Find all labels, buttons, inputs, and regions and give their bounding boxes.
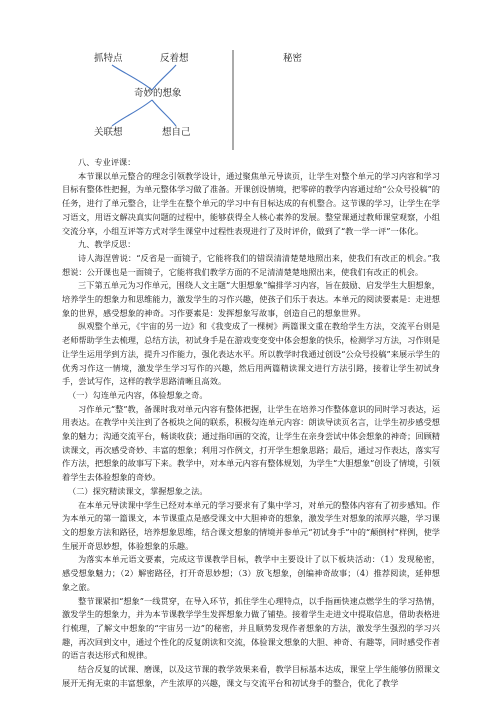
reflection-subheading-1: （一）勾连单元内容，体验想象之奇。	[68, 389, 208, 400]
reflection-paragraph-2: 三下第五单元为习作单元，围绕人文主题“大胆想象”编排学习内容，旨在鼓励、启发学生大胆想象，培养学生的想象力和思维能力，激发学生的习作兴趣，使孩子们乐于表达。本单元的阅读要素是：走进想象的世界，感受想象的神奇。习作要素是：发挥想象写故事，创造自己的想象世界。	[62, 280, 440, 318]
right-panel-label: 秘密	[283, 53, 303, 64]
reflection-paragraph-8: 结合反复的试课、磨课，以及这节课的教学效果来看，教学目标基本达成，课堂上学生能够仿照课文展开无拘无束的丰富想象，产生浓厚的兴趣，课文与交流平台和初试身手的整合，优化了教学	[62, 664, 440, 688]
branch-line-right-bot	[152, 100, 176, 126]
reflection-paragraph-1: 诗人海涅曾说：“反省是一面镜子，它能将我们的错误清清楚楚地照出来，使我们有改正的机会。”我想说：公开课也是一面镜子，它能将我们教学方面的不足清清楚楚地照出来，使我们有改正的机会。	[62, 252, 440, 277]
branch-line-left-bot	[112, 100, 152, 126]
document-body	[62, 156, 440, 690]
mind-map	[0, 0, 500, 150]
reflection-paragraph-3: 纵观整个单元，《宇宙的另一边》和《我变成了一棵树》两篇课文重在教给学生方法，交流平台则是老师帮助学生去梳理，总结方法，初试身手是在游戏变变变中体会想象的快乐，检测学习方法，习作则是让学生运用学到方法，提升习作能力，强化表达水平。所以教学时我通过创设“公众号投稿”来展示学生的优秀习作这一情境，激发学生学习写作的兴趣，然后用两篇精读课文进行方法引路，接着让学生初试身手，尝试写作，这样的教学思路清晰且高效。	[62, 321, 440, 387]
reflection-subheading-2: （二）探究精读课文，掌握想象之法。	[68, 485, 208, 496]
mindmap-node-right-top: 反着想	[160, 53, 189, 64]
mindmap-node-right-bottom: 想自己	[162, 127, 191, 138]
reflection-paragraph-4: 习作单元“整”教，备课时我对单元内容有整体把握，让学生在培养习作整体意识的同时学习表达，运用表达。在教学中关注到了各板块之间的联系，积极勾连单元内容：朗读导读页名言，让学生初步感受想象的魅力；沟通交流平台，畅谈收获；通过指印画的交流，让学生在亲身尝试中体会想象的神奇；回顾精读课文，再次感受奇妙、丰富的想象；利用习作例文，打开学生想象思路；最后，通过习作表达，落实写作方法，把想象的故事写下来。教学中，对本单元内容有整体规划，为学生“大胆想象”创设了情境，引领着学生去体验想象的奇妙。	[62, 403, 440, 483]
mindmap-center-node: 奇妙的想象	[134, 88, 182, 99]
reflection-paragraph-5: 在本单元导读课中学生已经对本单元的学习要求有了集中学习，对单元的整体内容有了初步感知。作为本单元的第一篇课文，本节课重点是感受课文中大胆神奇的想象，激发学生对想象的浓厚兴趣，学习课文的想象方法和路径，培养想象思维，结合课文想象的情境并参单元“初试身手”中的“颠倒村”样例，使学生展开奇思妙想，体验想象的乐趣。	[62, 499, 440, 551]
mindmap-node-left-top: 抓特点	[94, 53, 123, 64]
mind-map-lines	[0, 0, 500, 150]
evaluation-paragraph: 本节课以单元整合的理念引领教学设计，通过聚焦单元导读页，让学生对整个单元的学习内容和学习目标有整体性把握，为单元整体学习做了准备。开课创设情境，把零碎的教学内容通过给“公众号投稿”的任务，进行了单元整合，让学生在整个单元的学习中有目标达成的有机整合。这节课的学习，让学生在学习语文，用语文解决真实问题的过程中，能够获得全人核心素养的发展。整堂课通过教师课堂观察，小组交流分享，小组互评等方式对学生课堂中过程性表现进行了及时评价，做到了“教一学一评”一体化。	[62, 170, 440, 236]
branch-line-left-top	[112, 65, 152, 90]
branch-line-right-top	[152, 65, 176, 90]
reflection-paragraph-7: 整节课紧扣“想象”一线贯穿，在导入环节，抓住学生心理特点，以手指画快速点燃学生的学习热情，激发学生的想象力，并为本节课教学学生发挥想象力做了铺垫。接着学生走进文中提取信息，借助表格进行梳理，了解文中想象的“宇宙另一边”的秘密，并且顺势发现作者想象的方法，激发学生强烈的学习兴趣，再次回到文中，通过个性化的反复朗读和交流，体验课文想象的大胆、神奇、有趣等，同时感受作者的语言表达形式和规律。	[62, 595, 440, 661]
section-heading-reflection: 九、教学反思：	[78, 239, 136, 250]
reflection-paragraph-6: 为落实本单元语文要素，完成这节课教学目标，教学中主要设计了以下板块活动：（1）发现秘密，感受想象魅力；（2）解密路径，打开奇思妙想；（3）放飞想象，创编神奇故事；（4）推荐阅读，延伸想象之旅。	[62, 554, 440, 592]
mindmap-node-left-bottom: 关联想	[94, 127, 123, 138]
section-heading-evaluation: 八、专业评课：	[78, 157, 136, 167]
